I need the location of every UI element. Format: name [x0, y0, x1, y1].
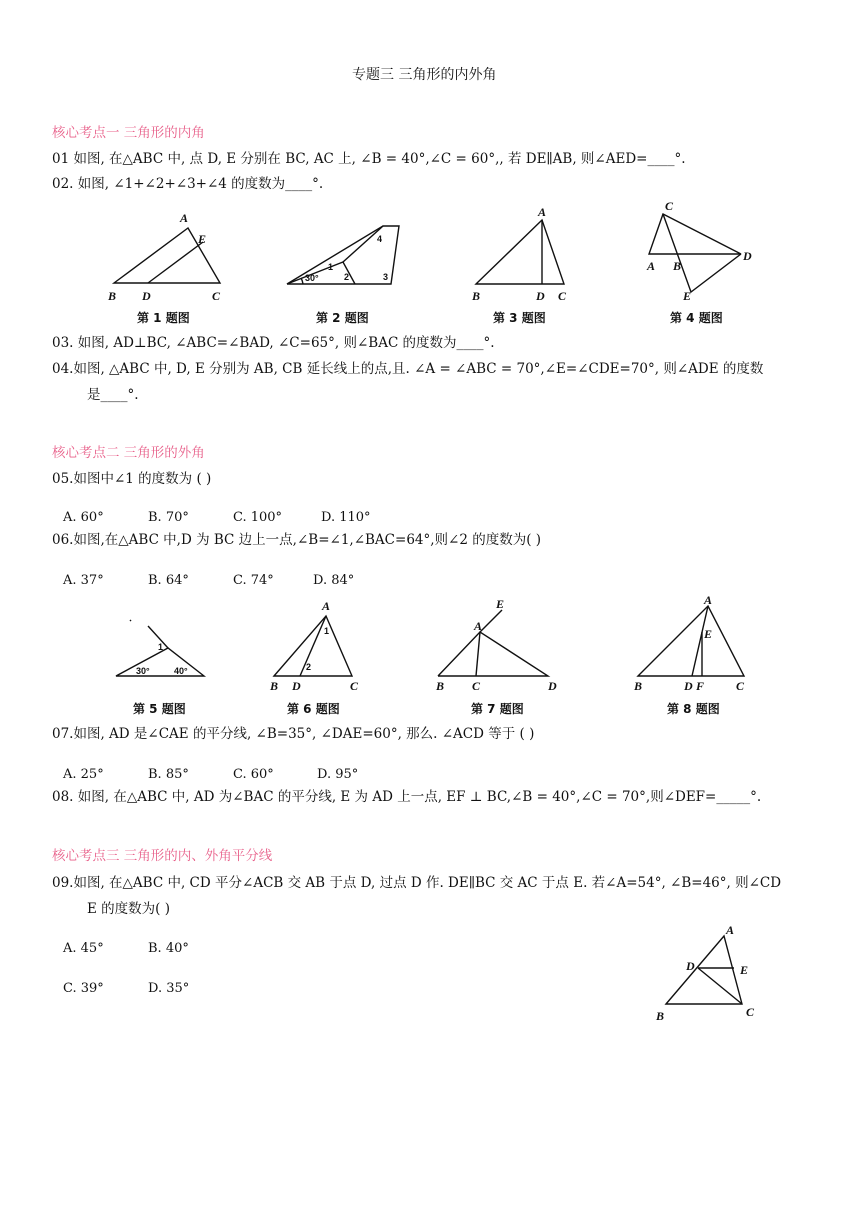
- fig1-label-a: A: [180, 211, 189, 225]
- fig2-label-2: 2: [344, 272, 350, 282]
- figure-7: [432, 598, 562, 694]
- fig1-label-d: D: [142, 289, 151, 303]
- q07-option-b[interactable]: B. 85°: [148, 767, 189, 782]
- fig5-label-40: 40°: [174, 666, 188, 676]
- q07-option-c[interactable]: C. 60°: [233, 767, 274, 782]
- q05-option-a[interactable]: A. 60°: [63, 510, 104, 525]
- question-09-line-2: E 的度数为( ): [87, 901, 170, 917]
- fig3-label-a: A: [538, 205, 547, 219]
- caption-fig-2: 第 2 题图: [316, 311, 369, 325]
- fig8-label-b: B: [634, 679, 643, 693]
- fig4-label-b: B: [673, 259, 682, 273]
- q09-option-a[interactable]: A. 45°: [63, 941, 104, 956]
- fig9-label-c: C: [746, 1005, 755, 1019]
- question-04-line-2: 是____°.: [87, 387, 139, 403]
- question-08: 08. 如图, 在△ABC 中, AD 为∠BAC 的平分线, E 为 AD 上一点, EF ⊥ BC,∠B = 40°,∠C = 70°,则∠DEF=_____°.: [52, 789, 762, 805]
- section-heading-1: 核心考点一 三角形的内角: [52, 125, 205, 141]
- question-02: 02. 如图, ∠1+∠2+∠3+∠4 的度数为____°.: [52, 176, 324, 192]
- fig8-label-c: C: [736, 679, 745, 693]
- figure-3: [470, 204, 575, 304]
- caption-fig-8: 第 8 题图: [667, 702, 720, 716]
- caption-fig-6: 第 6 题图: [287, 702, 340, 716]
- q05-option-c[interactable]: C. 100°: [233, 510, 283, 525]
- fig3-label-b: B: [472, 289, 481, 303]
- fig5-label-1: 1: [158, 642, 164, 652]
- figure-8: [632, 592, 757, 694]
- fig7-label-c: C: [472, 679, 481, 693]
- caption-fig-5: 第 5 题图: [133, 702, 186, 716]
- caption-fig-7: 第 7 题图: [471, 702, 524, 716]
- fig6-label-1: 1: [324, 626, 330, 636]
- q06-option-a[interactable]: A. 37°: [63, 573, 104, 588]
- fig9-label-a: A: [726, 923, 735, 937]
- fig7-label-d: D: [548, 679, 557, 693]
- figure-2: [283, 222, 408, 292]
- question-06: 06.如图,在△ABC 中,D 为 BC 边上一点,∠B=∠1,∠BAC=64°,则∠2 的度数为( ): [52, 532, 542, 548]
- fig8-label-f: F: [696, 679, 705, 693]
- question-09-line-1: 09.如图, 在△ABC 中, CD 平分∠ACB 交 AB 于点 D, 过点 D 作. DE∥BC 交 AC 于点 E. 若∠A=54°, ∠B=46°, 则∠CD: [52, 875, 782, 891]
- fig4-label-d: D: [743, 249, 752, 263]
- fig6-label-c: C: [350, 679, 359, 693]
- fig3-label-c: C: [558, 289, 567, 303]
- fig2-label-4: 4: [377, 234, 383, 244]
- fig8-label-e: E: [704, 627, 713, 641]
- fig1-label-e: E: [198, 232, 207, 246]
- fig6-label-a: A: [322, 599, 331, 613]
- question-01: 01 如图, 在△ABC 中, 点 D, E 分别在 BC, AC 上, ∠B = 40°,∠C = 60°,, 若 DE∥AB, 则∠AED=____°.: [52, 151, 686, 167]
- q09-option-c[interactable]: C. 39°: [63, 981, 104, 996]
- q05-option-b[interactable]: B. 70°: [148, 510, 189, 525]
- question-04-line-1: 04.如图, △ABC 中, D, E 分别为 AB, CB 延长线上的点,且. ∠A = ∠ABC = 70°,∠E=∠CDE=70°, 则∠ADE 的度数: [52, 361, 764, 377]
- fig6-label-b: B: [270, 679, 279, 693]
- fig4-label-e: E: [683, 289, 692, 303]
- page-title: 专题三 三角形的内外角: [352, 67, 497, 83]
- figure-4: [645, 198, 760, 303]
- fig9-label-d: D: [686, 959, 695, 973]
- section-heading-2: 核心考点二 三角形的外角: [52, 445, 205, 461]
- question-05: 05.如图中∠1 的度数为 ( ): [52, 471, 212, 487]
- fig7-label-b: B: [436, 679, 445, 693]
- section-heading-3: 核心考点三 三角形的内、外角平分线: [52, 848, 273, 864]
- fig7-label-a: A: [474, 619, 483, 633]
- fig2-label-1: 1: [328, 262, 334, 272]
- fig7-label-e: E: [496, 597, 505, 611]
- q05-option-d[interactable]: D. 110°: [321, 510, 371, 525]
- question-03: 03. 如图, AD⊥BC, ∠ABC=∠BAD, ∠C=65°, 则∠BAC 的度数为____°.: [52, 335, 495, 351]
- fig6-label-2: 2: [306, 662, 312, 672]
- fig3-label-d: D: [536, 289, 545, 303]
- fig8-label-a: A: [704, 593, 713, 607]
- fig1-label-c: C: [212, 289, 221, 303]
- caption-fig-3: 第 3 题图: [493, 311, 546, 325]
- figure-6: [266, 598, 366, 694]
- fig9-label-e: E: [740, 963, 749, 977]
- figure-5: [110, 620, 210, 682]
- fig1-label-b: B: [108, 289, 117, 303]
- caption-fig-1: 第 1 题图: [137, 311, 190, 325]
- q06-option-b[interactable]: B. 64°: [148, 573, 189, 588]
- fig2-label-3: 3: [383, 272, 389, 282]
- fig4-label-c: C: [665, 199, 674, 213]
- fig8-label-d: D: [684, 679, 693, 693]
- q09-option-d[interactable]: D. 35°: [148, 981, 190, 996]
- figure-9: [652, 922, 762, 1024]
- fig2-label-30: 30°: [305, 273, 319, 283]
- fig9-label-b: B: [656, 1009, 665, 1023]
- question-07: 07.如图, AD 是∠CAE 的平分线, ∠B=35°, ∠DAE=60°, 那么. ∠ACD 等于 ( ): [52, 726, 535, 742]
- fig4-label-a: A: [647, 259, 656, 273]
- fig6-label-d: D: [292, 679, 301, 693]
- q09-option-b[interactable]: B. 40°: [148, 941, 189, 956]
- q07-option-d[interactable]: D. 95°: [317, 767, 359, 782]
- q06-option-c[interactable]: C. 74°: [233, 573, 274, 588]
- q07-option-a[interactable]: A. 25°: [63, 767, 104, 782]
- caption-fig-4: 第 4 题图: [670, 311, 723, 325]
- figure-1: [108, 208, 228, 303]
- fig5-label-30: 30°: [136, 666, 150, 676]
- q06-option-d[interactable]: D. 84°: [313, 573, 355, 588]
